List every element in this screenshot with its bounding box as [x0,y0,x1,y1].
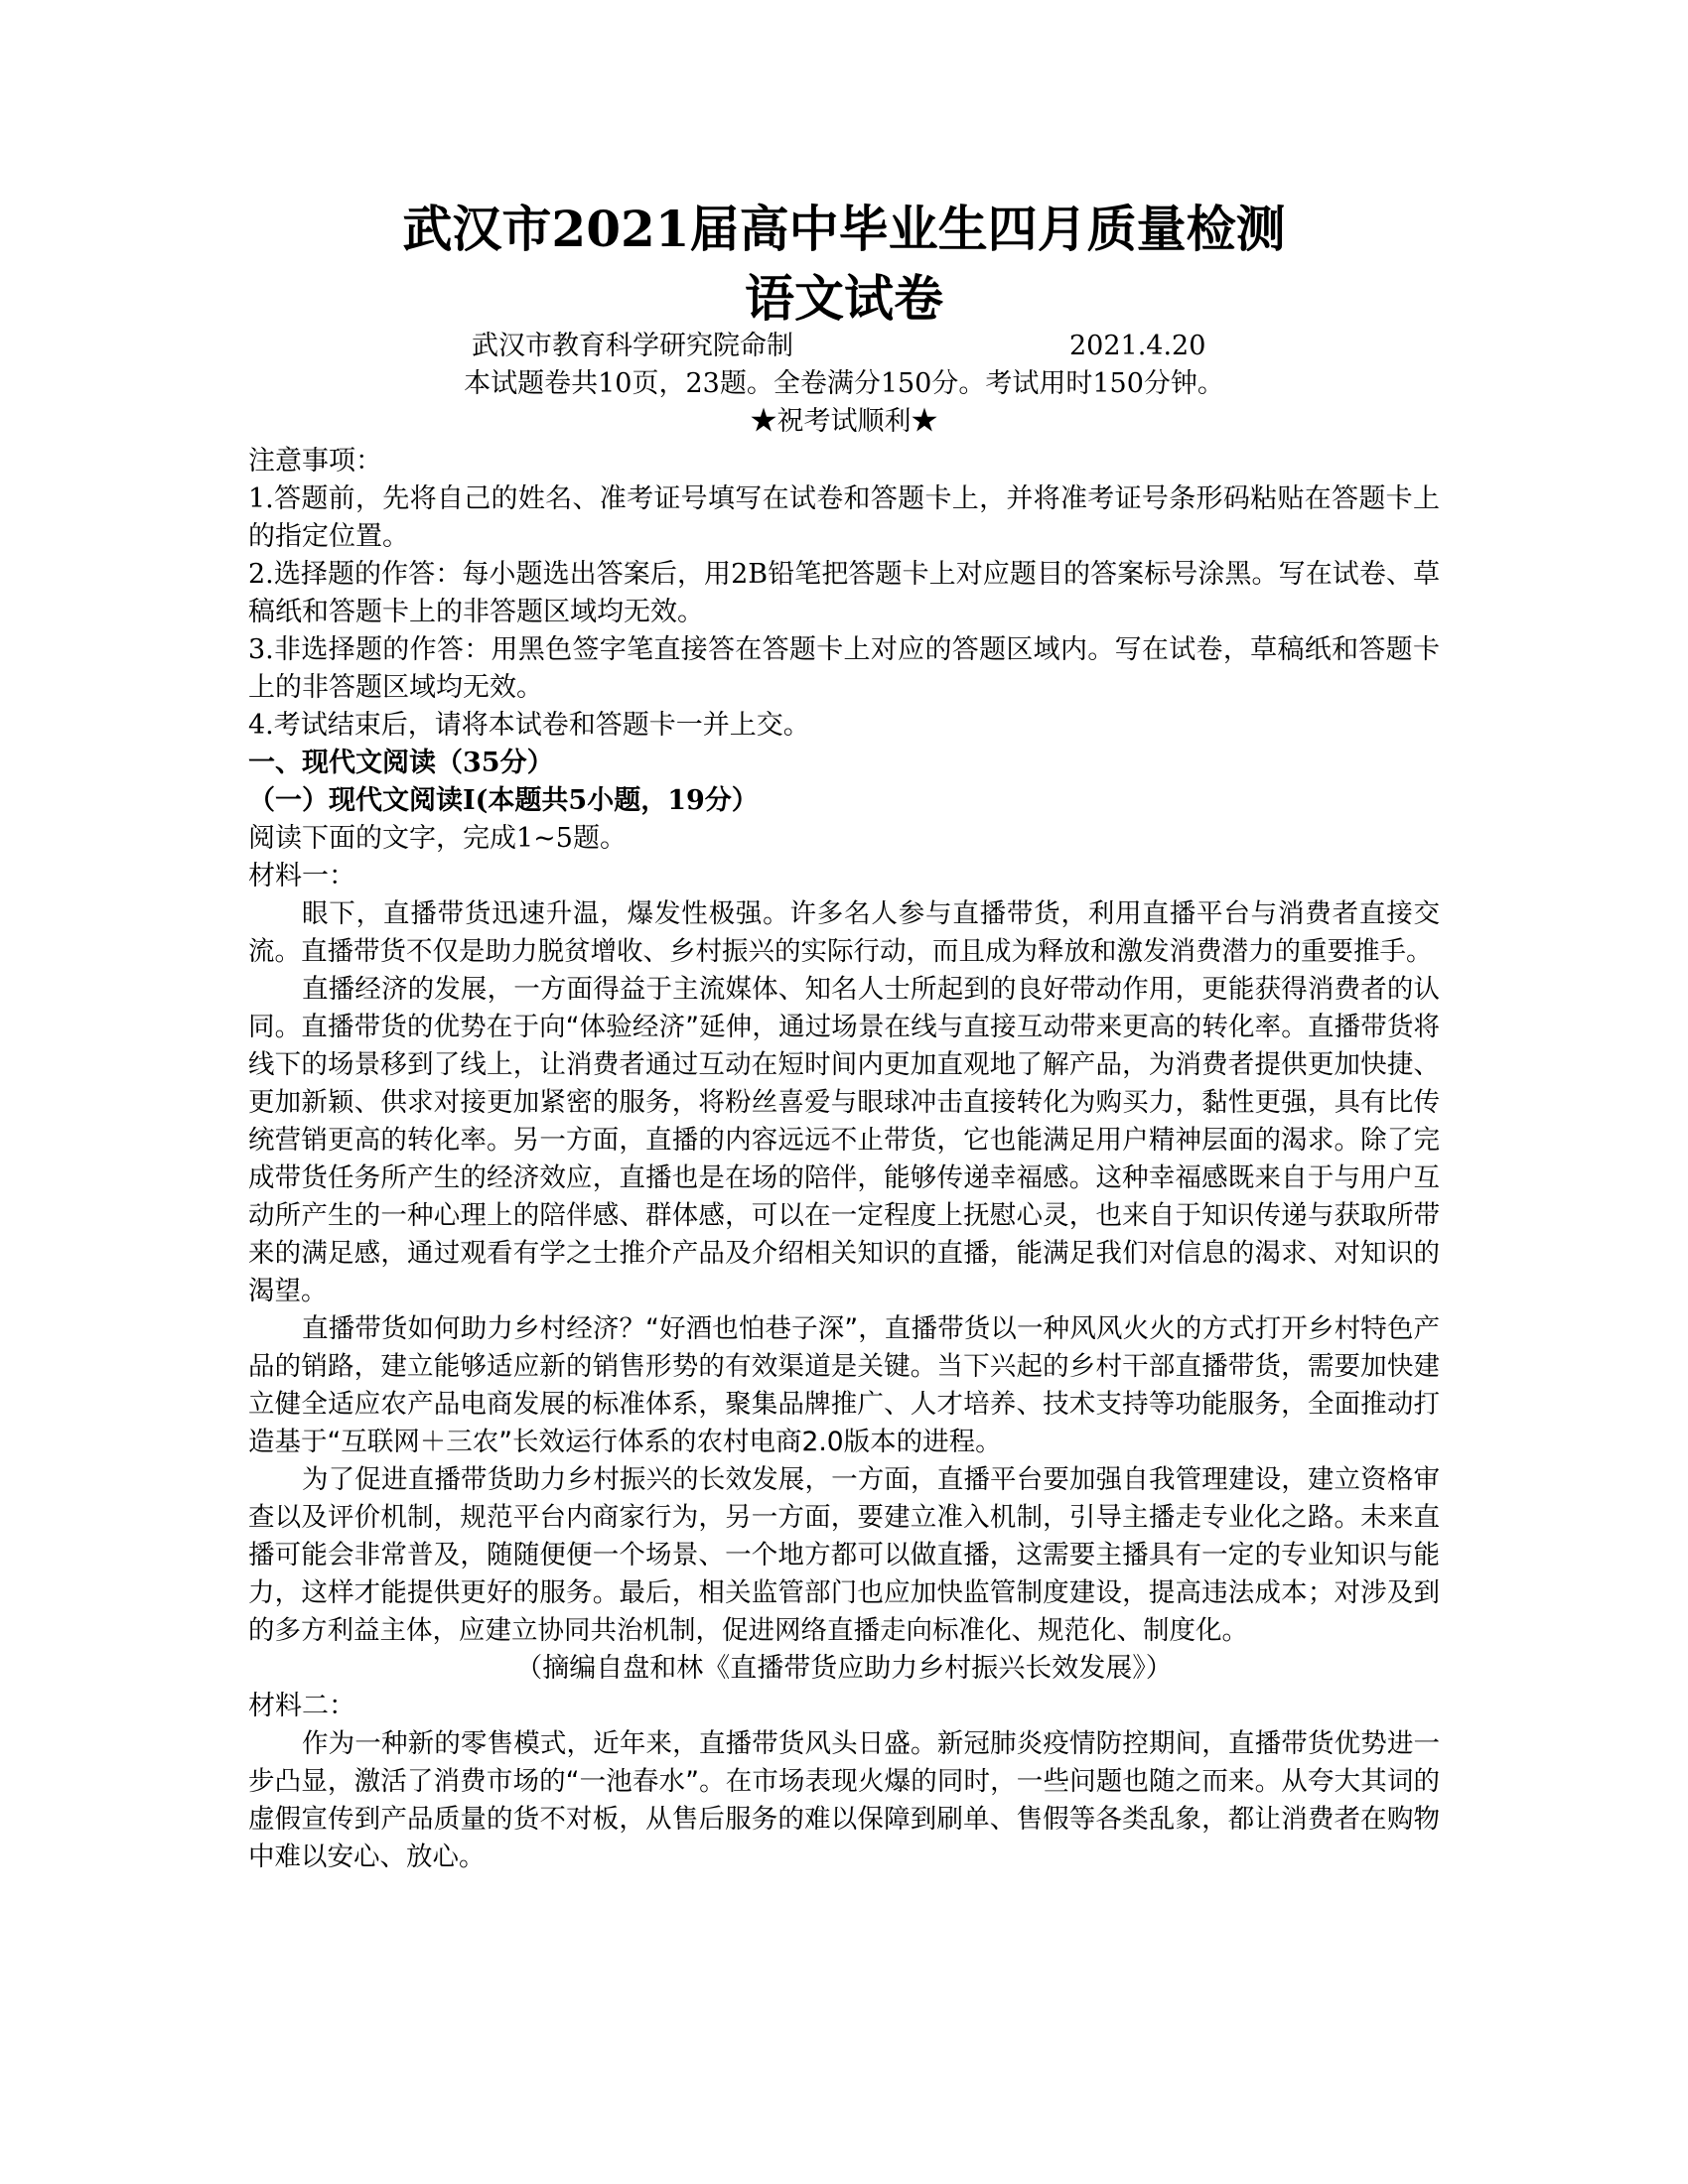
note-item: 4.考试结束后，请将本试卷和答题卡一并上交。 [248,710,810,741]
material1-paragraph: 直播经济的发展，一方面得益于主流媒体、知名人士所起到的良好带动作用，更能获得消费者的认同。直播带货的优势在于向“体验经济”延伸，通过场景在线与直接互动带来更高的转化率。直播带货将线下的场景移到了线上，让消费者通过互动在短时间内更加直观地了解产品，为消费者提供更加快捷、更加新颖、供求对接更加紧密的服务，将粉丝喜爱与眼球冲击直接转化为购买力，黏性更强，具有比传统营销更高的转化率。另一方面，直播的内容远远不止带货，它也能满足用户精神层面的渴求。除了完成带货任务所产生的经济效应，直播也是在场的陪伴，能够传递幸福感。这种幸福感既来自于与用户互动所产生的一种心理上的陪伴感、群体感，可以在一定程度上抚慰心灵，也来自于知识传递与获取所带来的满足感，通过观看有学之士推介产品及介绍相关知识的直播，能满足我们对信息的渴求、对知识的渴望。 [248,974,1440,1306]
section-subheading: （一）现代文阅读I(本题共5小题，19分） [248,785,759,816]
material1-label: 材料一： [248,861,355,891]
exam-subject-title: 语文试卷 [745,269,943,328]
exam-date: 2021.4.20 [1069,331,1206,361]
material1-paragraph: 为了促进直播带货助力乡村振兴的长效发展，一方面，直播平台要加强自我管理建设，建立资格审查以及评价机制，规范平台内商家行为，另一方面，要建立准入机制，引导主播走专业化之路。未来直播可能会非常普及，随随便便一个场景、一个地方都可以做直播，这需要主播具有一定的专业知识与能力，这样才能提供更好的服务。最后，相关监管部门也应加快监管制度建设，提高违法成本；对涉及到的多方利益主体，应建立协同共治机制，促进网络直播走向标准化、规范化、制度化。 [248,1464,1440,1646]
section-heading: 一、现代文阅读（35分） [248,748,554,778]
notes-heading: 注意事项： [248,446,382,477]
note-item: 3.非选择题的作答：用黑色签字笔直接答在答题卡上对应的答题区域内。写在试卷，草稿纸和答题卡上的非答题区域均无效。 [248,634,1440,703]
exam-title: 武汉市2021届高中毕业生四月质量检测 [402,200,1286,258]
exam-info: 本试题卷共10页，23题。全卷满分150分。考试用时150分钟。 [464,368,1224,399]
material1-paragraph: 眼下，直播带货迅速升温，爆发性极强。许多名人参与直播带货，利用直播平台与消费者直接交流。直播带货不仅是助力脱贫增收、乡村振兴的实际行动，而且成为释放和激发消费潜力的重要推手。 [248,898,1440,967]
note-item: 2.选择题的作答：每小题选出答案后，用2B铅笔把答题卡上对应题目的答案标号涂黑。写在试卷、草稿纸和答题卡上的非答题区域均无效。 [248,559,1440,627]
exam-author: 武汉市教育科学研究院命制 [472,331,793,361]
material2-label: 材料二： [248,1691,355,1721]
note-item: 1.答题前，先将自己的姓名、准考证号填写在试卷和答题卡上，并将准考证号条形码粘贴在答题卡上的指定位置。 [248,483,1440,552]
material1-paragraph: 直播带货如何助力乡村经济？“好酒也怕巷子深”，直播带货以一种风风火火的方式打开乡村特色产品的销路，建立能够适应新的销售形势的有效渠道是关键。当下兴起的乡村干部直播带货，需要加快建立健全适应农产品电商发展的标准体系，聚集品牌推广、人才培养、技术支持等功能服务，全面推动打造基于“互联网＋三农”长效运行体系的农村电商2.0版本的进程。 [248,1313,1440,1457]
exam-body [248,443,1440,1876]
section-instruction: 阅读下面的文字，完成1~5题。 [248,823,627,854]
exam-wish: ★祝考试顺利★ [750,406,938,437]
material2-paragraph: 作为一种新的零售模式，近年来，直播带货风头日盛。新冠肺炎疫情防控期间，直播带货优势进一步凸显，激活了消费市场的“一池春水”。在市场表现火爆的同时，一些问题也随之而来。从夸大其词的虚假宣传到产品质量的货不对板，从售后服务的难以保障到刷单、售假等各类乱象，都让消费者在购物中难以安心、放心。 [248,1728,1440,1872]
material1-source: （摘编自盘和林《直播带货应助力乡村振兴长效发展》） [515,1653,1173,1684]
